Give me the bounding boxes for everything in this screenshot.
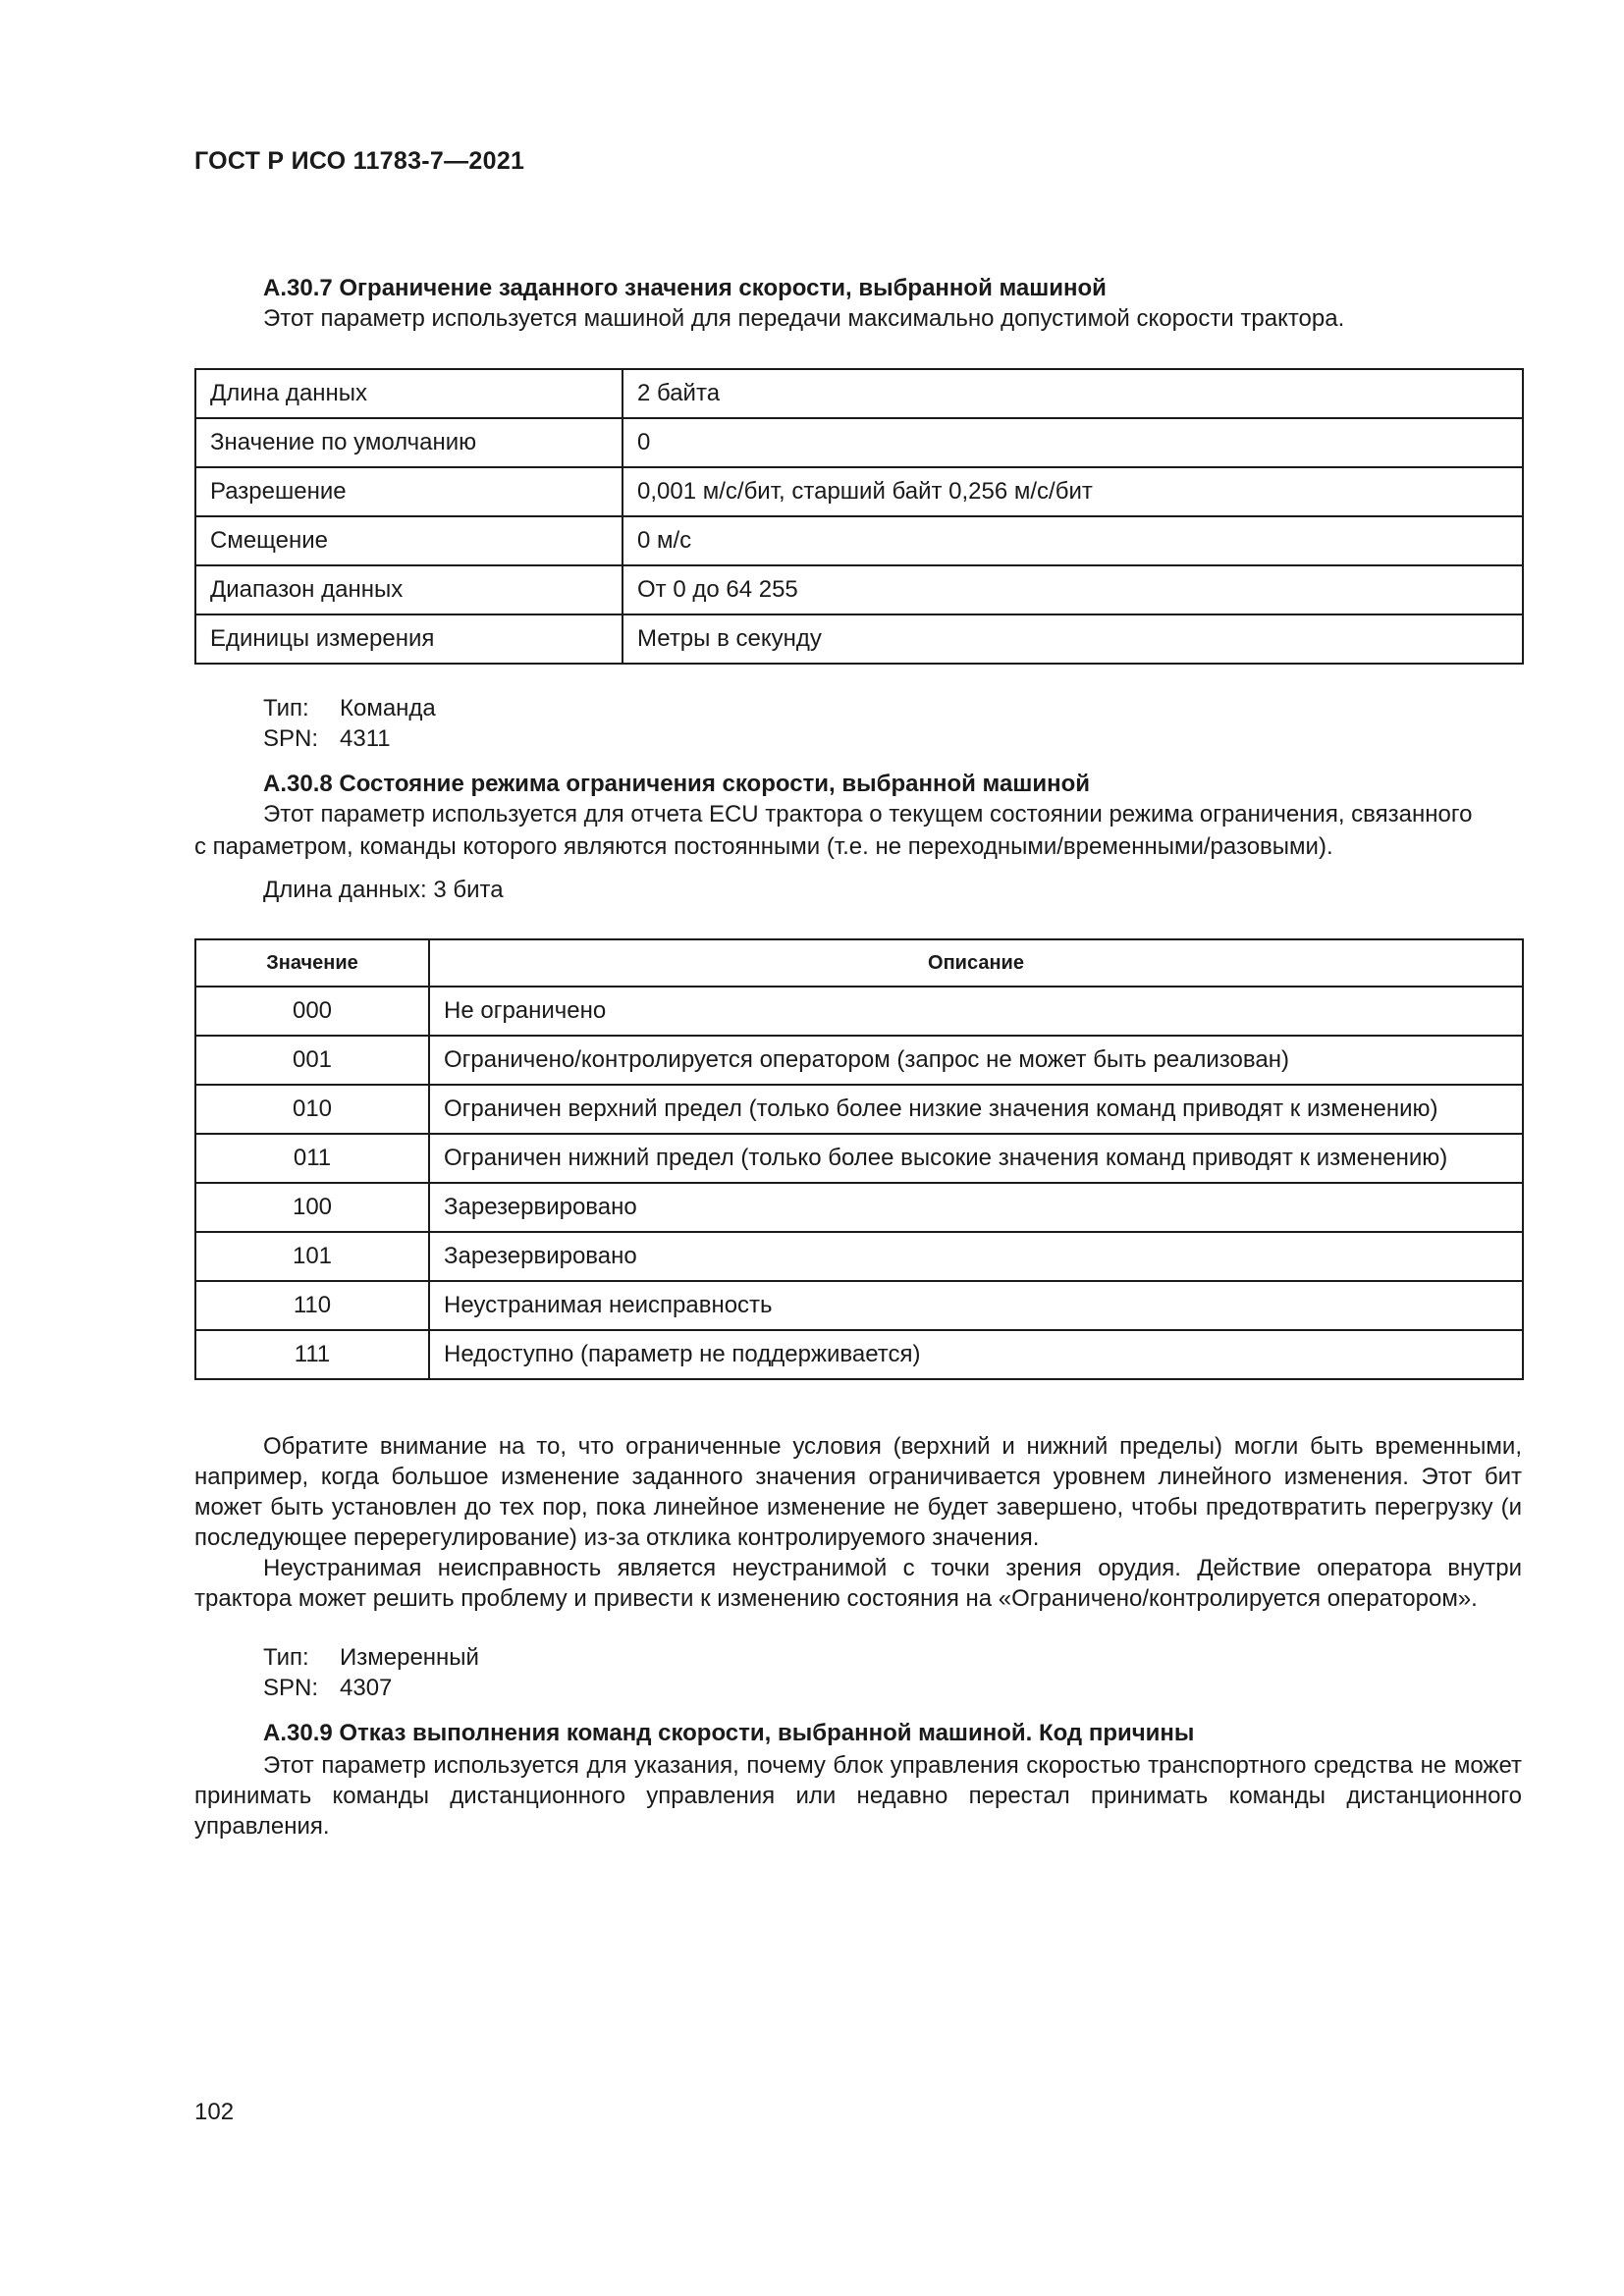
- value-cell: 110: [195, 1281, 429, 1330]
- param-value: 0,001 м/с/бит, старший байт 0,256 м/с/бит: [623, 467, 1523, 516]
- section-a307-spn: [263, 725, 391, 753]
- table-row: [195, 1281, 1523, 1330]
- section-a308-note-1: Обратите внимание на то, что ограниченные условия (верхний и нижний пределы) могли быть временными, например, когда большое изменение заданного значения ограничивается уровнем линейного изменения. Этот бит может быть установлен до тех пор, пока линейное изменение не будет завершено, чтобы предотвратить перегрузку (и последующее перерегулирование) из-за отклика контролируемого значения.: [194, 1433, 1522, 1551]
- param-value: 2 байта: [623, 369, 1523, 418]
- param-value: 0: [623, 418, 1523, 467]
- value-cell: 011: [195, 1134, 429, 1183]
- param-value: 0 м/с: [623, 516, 1523, 565]
- param-key: Длина данных: [195, 369, 623, 418]
- description-cell: Не ограничено: [429, 987, 1523, 1036]
- table-row: [195, 987, 1523, 1036]
- value-cell: 010: [195, 1085, 429, 1134]
- section-a307-heading: А.30.7 Ограничение заданного значения скорости, выбранной машиной: [263, 275, 1107, 301]
- type-value: Измеренный: [340, 1644, 479, 1671]
- table-row: [195, 565, 1523, 614]
- value-cell: 100: [195, 1183, 429, 1232]
- param-value: От 0 до 64 255: [623, 565, 1523, 614]
- type-label: Тип:: [263, 695, 309, 721]
- table-row: [195, 1232, 1523, 1281]
- param-key: Разрешение: [195, 467, 623, 516]
- param-key: Единицы измерения: [195, 614, 623, 664]
- spn-label: SPN:: [263, 725, 319, 752]
- section-a307-intro: Этот параметр используется машиной для передачи максимально допустимой скорости трактора.: [263, 305, 1345, 332]
- section-a309-heading: А.30.9 Отказ выполнения команд скорости, выбранной машиной. Код причины: [263, 1720, 1195, 1746]
- table-row: [195, 369, 1523, 418]
- table-header-row: [195, 939, 1523, 987]
- spn-value: 4311: [340, 725, 391, 752]
- table-row: [195, 467, 1523, 516]
- param-key: Смещение: [195, 516, 623, 565]
- value-cell: 001: [195, 1036, 429, 1085]
- description-cell: Ограничен нижний предел (только более высокие значения команд приводят к изменению): [429, 1134, 1523, 1183]
- description-cell: Зарезервировано: [429, 1183, 1523, 1232]
- table-row: [195, 1134, 1523, 1183]
- section-a308-intro-line1: Этот параметр используется для отчета ECU трактора о текущем состоянии режима ограничения, связанного: [263, 801, 1473, 828]
- description-cell: Ограничено/контролируется оператором (запрос не может быть реализован): [429, 1036, 1523, 1085]
- section-a308-intro-line2: с параметром, команды которого являются постоянными (т.е. не переходными/временными/разовыми).: [194, 833, 1333, 860]
- document-standard-header: ГОСТ Р ИСО 11783-7—2021: [194, 147, 525, 175]
- parameters-table: [194, 368, 1524, 665]
- description-cell: Неустранимая неисправность: [429, 1281, 1523, 1330]
- column-header-value: Значение: [195, 939, 429, 987]
- section-a308-type: [263, 1644, 479, 1672]
- description-cell: Недоступно (параметр не поддерживается): [429, 1330, 1523, 1379]
- description-cell: Зарезервировано: [429, 1232, 1523, 1281]
- table-row: [195, 1330, 1523, 1379]
- value-cell: 101: [195, 1232, 429, 1281]
- value-cell: 000: [195, 987, 429, 1036]
- section-a308-spn: [263, 1675, 392, 1702]
- table-row: [195, 1085, 1523, 1134]
- type-label: Тип:: [263, 1644, 309, 1671]
- section-a308-note-2: Неустранимая неисправность является неустранимой с точки зрения орудия. Действие оператора внутри трактора может решить проблему и привести к изменению состояния на «Ограничено/контролируется оператором».: [194, 1555, 1522, 1612]
- table-row: [195, 614, 1523, 664]
- spn-value: 4307: [340, 1675, 393, 1701]
- description-cell: Ограничен верхний предел (только более низкие значения команд приводят к изменению): [429, 1085, 1523, 1134]
- param-key: Диапазон данных: [195, 565, 623, 614]
- values-table: [194, 938, 1524, 1380]
- section-a307-type: [263, 695, 436, 722]
- section-a309-intro: Этот параметр используется для указания, почему блок управления скоростью транспортного средства не может принимать команды дистанционного управления или недавно перестал принимать команды дистанционного управления.: [194, 1752, 1522, 1840]
- value-cell: 111: [195, 1330, 429, 1379]
- type-value: Команда: [340, 695, 436, 721]
- column-header-description: Описание: [429, 939, 1523, 987]
- section-a308-data-length: Длина данных: 3 бита: [263, 877, 504, 903]
- spn-label: SPN:: [263, 1675, 319, 1701]
- table-row: [195, 1036, 1523, 1085]
- page-number: 102: [194, 2099, 235, 2125]
- table-row: [195, 516, 1523, 565]
- param-key: Значение по умолчанию: [195, 418, 623, 467]
- table-row: [195, 1183, 1523, 1232]
- section-a308-heading: А.30.8 Состояние режима ограничения скорости, выбранной машиной: [263, 771, 1090, 797]
- param-value: Метры в секунду: [623, 614, 1523, 664]
- table-row: [195, 418, 1523, 467]
